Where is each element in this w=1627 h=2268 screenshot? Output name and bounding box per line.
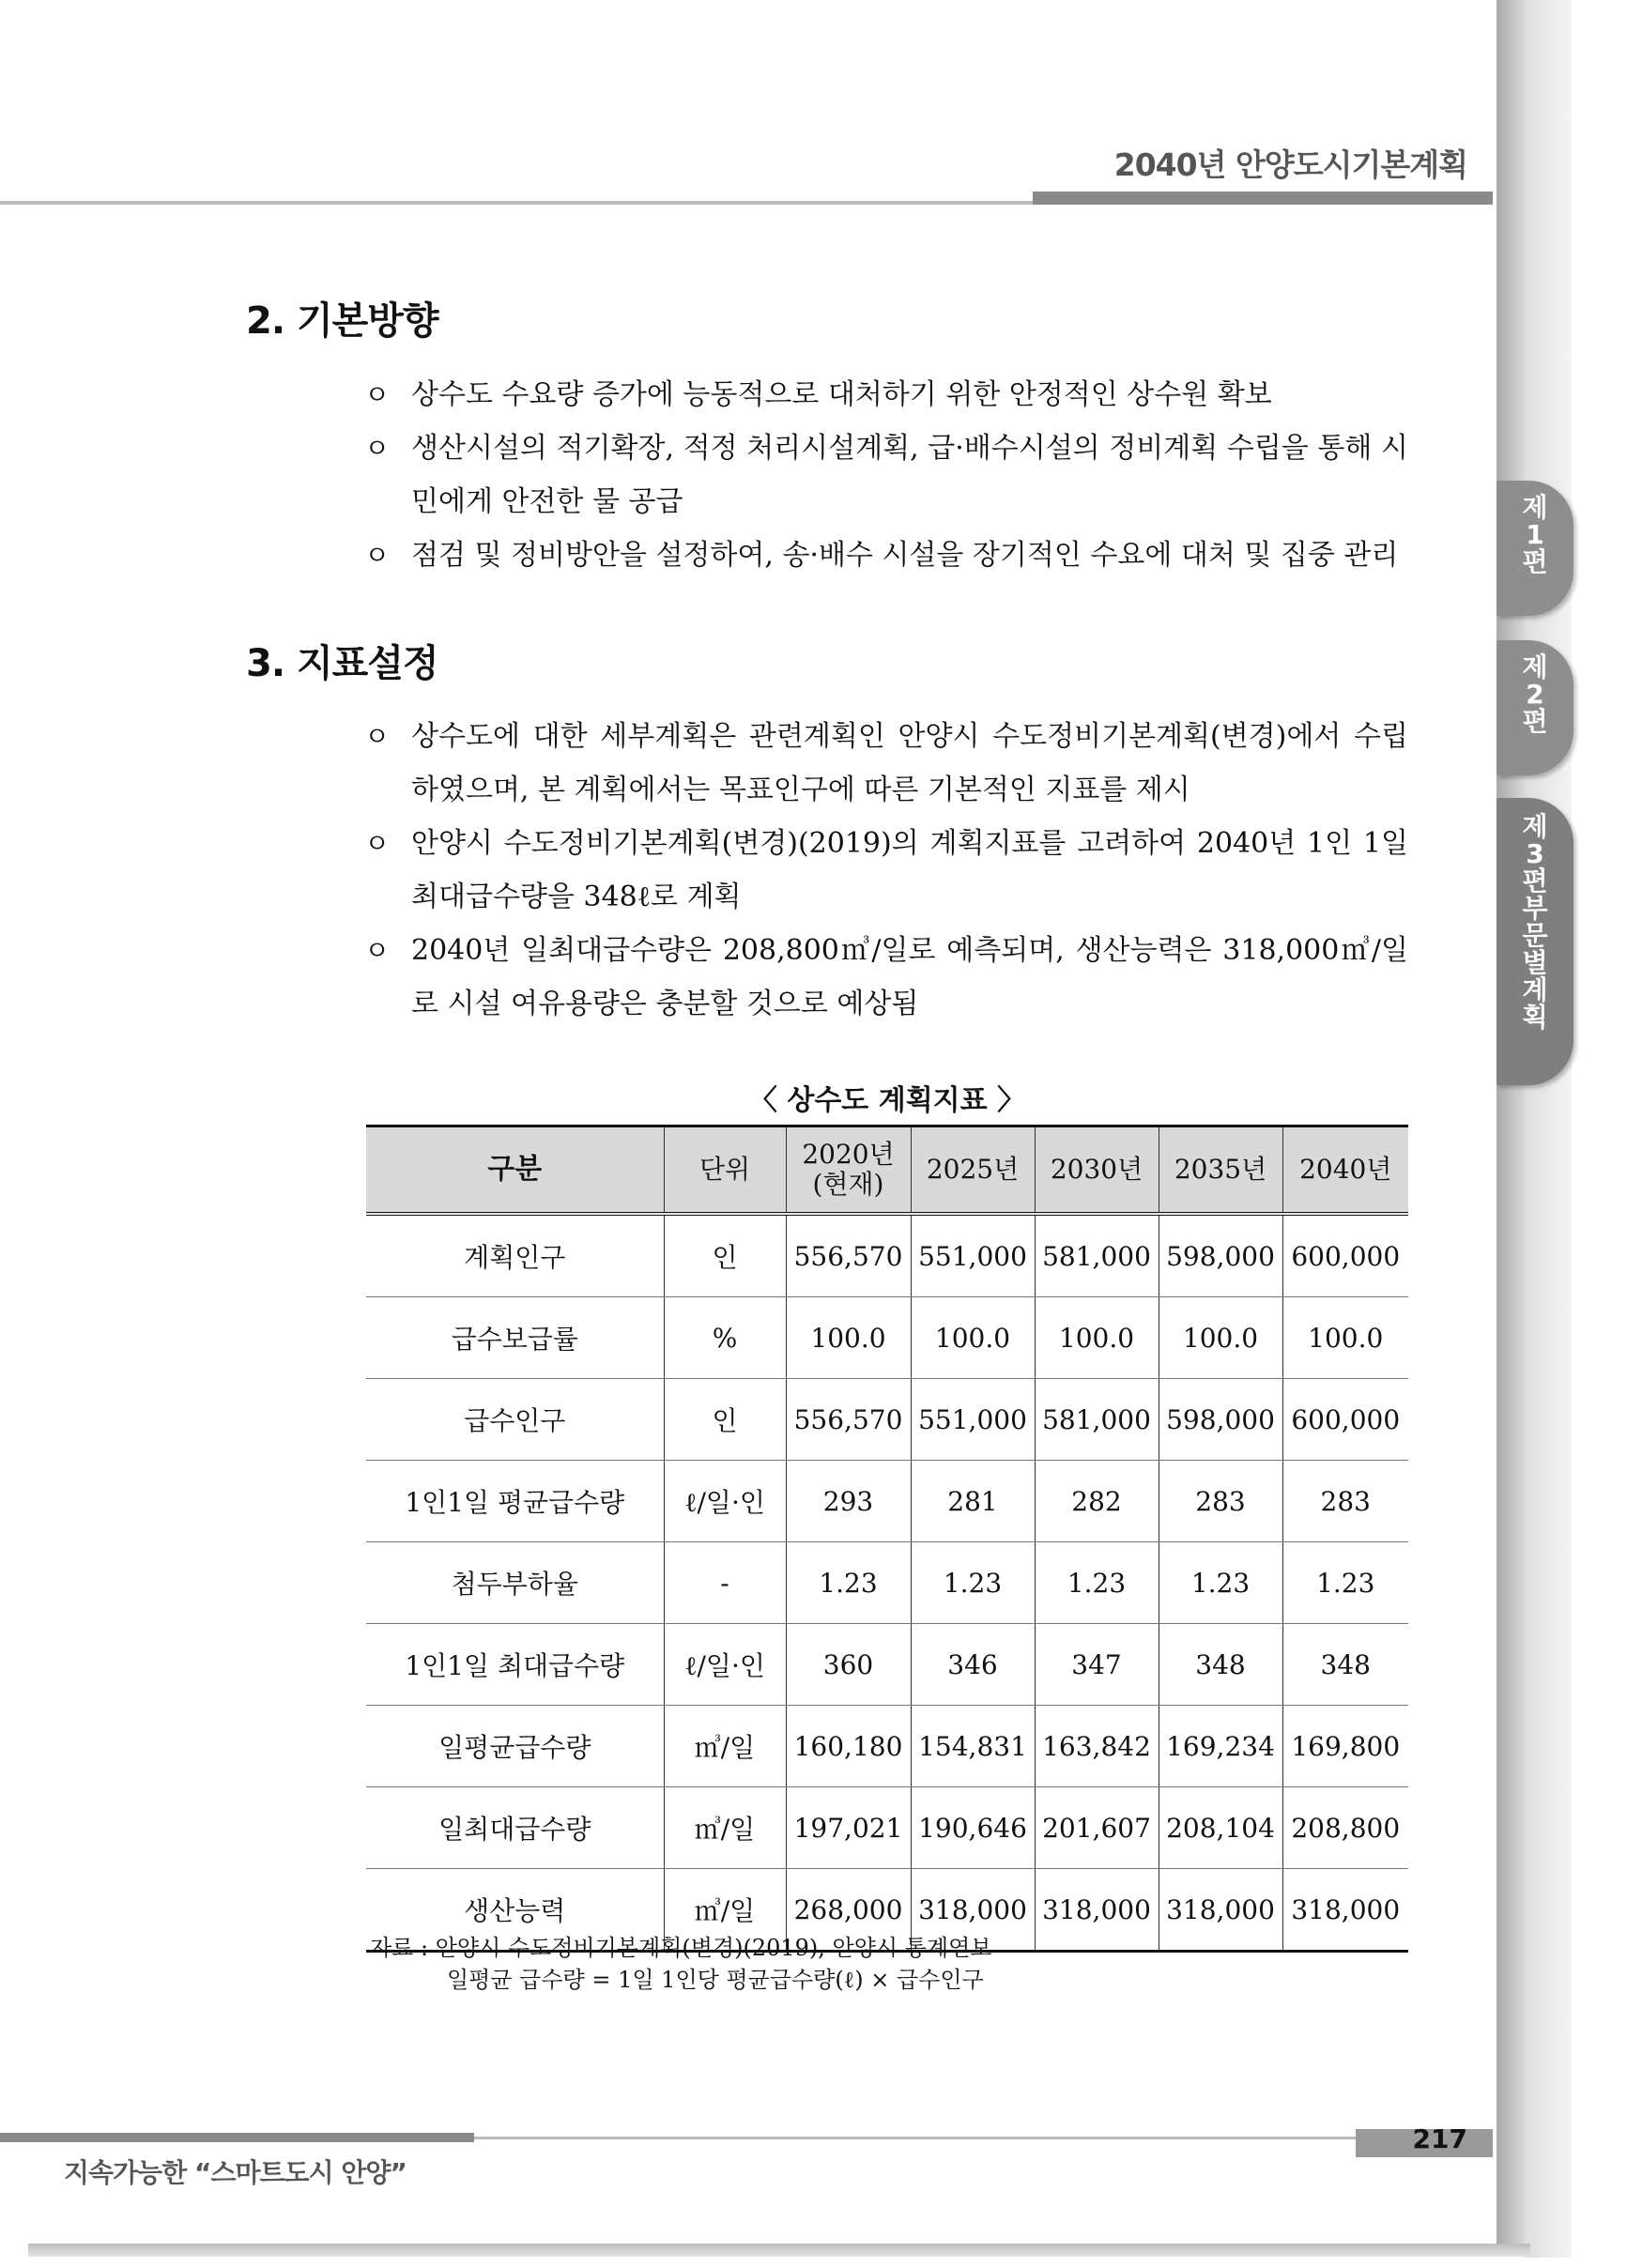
source-note: 자료 : 안양시 수도정비기본계획(변경)(2019), 안양시 통계연보: [370, 1935, 992, 1961]
circle-bullet-icon: ㅇ: [364, 379, 391, 410]
unit-cell: ㎥/일: [664, 1706, 786, 1787]
page-edge: [1497, 0, 1525, 2248]
table-caption: 〈 상수도 계획지표 〉: [748, 1084, 1026, 1117]
value-cell: 190,646: [911, 1787, 1035, 1869]
table-row: [366, 1461, 1408, 1542]
value-cell: 551,000: [911, 1214, 1035, 1297]
value-cell: 208,104: [1159, 1787, 1282, 1869]
table-row: [366, 1297, 1408, 1379]
value-cell: 283: [1159, 1461, 1282, 1542]
row-label-cell: 첨두부하율: [366, 1542, 664, 1624]
circle-bullet-icon: ㅇ: [364, 935, 391, 966]
value-cell: 318,000: [1282, 1869, 1408, 1952]
unit-cell: ㎥/일: [664, 1787, 786, 1869]
column-header: 단위: [664, 1126, 786, 1215]
unit-cell: ℓ/일·인: [664, 1624, 786, 1706]
bullet-item: ㅇ 상수도에 대한 세부계획은 관련계획인 안양시 수도정비기본계획(변경)에서 수립하였으며, 본 계획에서는 목표인구에 따른 기본적인 지표를 제시: [364, 710, 1408, 817]
value-cell: 283: [1282, 1461, 1408, 1542]
footer-slogan: 지속가능한 “스마트도시 안양”: [64, 2157, 407, 2188]
value-cell: 100.0: [1035, 1297, 1159, 1379]
value-cell: 318,000: [1035, 1869, 1159, 1952]
value-cell: 1.23: [786, 1542, 911, 1624]
table-notes: [370, 1932, 991, 1996]
water-supply-indicator-table: [366, 1125, 1408, 1953]
value-cell: 208,800: [1282, 1787, 1408, 1869]
table-row: [366, 1542, 1408, 1624]
footer-accent-bar: [0, 2133, 474, 2142]
tab-part-2[interactable]: 제 2 편: [1497, 640, 1573, 775]
table-row: [366, 1214, 1408, 1297]
unit-cell: 인: [664, 1379, 786, 1461]
unit-cell: ℓ/일·인: [664, 1461, 786, 1542]
value-cell: 268,000: [786, 1869, 911, 1952]
table-row: [366, 1787, 1408, 1869]
unit-cell: -: [664, 1542, 786, 1624]
value-cell: 318,000: [1159, 1869, 1282, 1952]
value-cell: 600,000: [1282, 1379, 1408, 1461]
circle-bullet-icon: ㅇ: [364, 828, 391, 859]
formula-note: 일평균 급수량 = 1일 1인당 평균급수량(ℓ) × 급수인구: [447, 1967, 984, 1993]
table-header-row: [366, 1126, 1408, 1215]
document-title: 2040년 안양도시기본계획: [1113, 146, 1467, 183]
unit-cell: ㎥/일: [664, 1869, 786, 1952]
section-2-title: 2. 기본방향: [246, 299, 438, 343]
circle-bullet-icon: ㅇ: [364, 721, 391, 752]
section-3-title: 3. 지표설정: [246, 642, 438, 685]
value-cell: 169,800: [1282, 1706, 1408, 1787]
value-cell: 318,000: [911, 1869, 1035, 1952]
page-bottom-edge: [28, 2244, 1530, 2257]
tab-part-1[interactable]: 제 1 편: [1497, 481, 1573, 616]
value-cell: 346: [911, 1624, 1035, 1706]
page-edge-outer: [1525, 0, 1572, 2258]
value-cell: 100.0: [1282, 1297, 1408, 1379]
column-header: 2040년: [1282, 1126, 1408, 1215]
column-header: 2020년 (현재): [786, 1126, 911, 1215]
row-label-cell: 급수보급률: [366, 1297, 664, 1379]
bullet-item: ㅇ 점검 및 정비방안을 설정하여, 송·배수 시설을 장기적인 수요에 대처 및 집중 관리: [364, 529, 1408, 582]
table-row: [366, 1706, 1408, 1787]
value-cell: 347: [1035, 1624, 1159, 1706]
row-label-cell: 생산능력: [366, 1869, 664, 1952]
value-cell: 598,000: [1159, 1379, 1282, 1461]
value-cell: 293: [786, 1461, 911, 1542]
row-label-cell: 1인1일 최대급수량: [366, 1624, 664, 1706]
circle-bullet-icon: ㅇ: [364, 540, 391, 571]
value-cell: 201,607: [1035, 1787, 1159, 1869]
row-label-cell: 급수인구: [366, 1379, 664, 1461]
table-row: [366, 1379, 1408, 1461]
section-3-bullets: [364, 710, 1408, 1031]
value-cell: 1.23: [911, 1542, 1035, 1624]
bullet-item: ㅇ 상수도 수요량 증가에 능동적으로 대처하기 위한 안정적인 상수원 확보: [364, 368, 1408, 421]
value-cell: 169,234: [1159, 1706, 1282, 1787]
value-cell: 281: [911, 1461, 1035, 1542]
value-cell: 348: [1159, 1624, 1282, 1706]
bullet-item: ㅇ 2040년 일최대급수량은 208,800㎥/일로 예측되며, 생산능력은 318,000㎥/일로 시설 여유용량은 충분할 것으로 예상됨: [364, 924, 1408, 1031]
circle-bullet-icon: ㅇ: [364, 433, 391, 464]
value-cell: 1.23: [1159, 1542, 1282, 1624]
row-label-cell: 계획인구: [366, 1214, 664, 1297]
column-header: 구분: [366, 1126, 664, 1215]
value-cell: 556,570: [786, 1379, 911, 1461]
column-header: 2035년: [1159, 1126, 1282, 1215]
value-cell: 1.23: [1282, 1542, 1408, 1624]
value-cell: 360: [786, 1624, 911, 1706]
value-cell: 154,831: [911, 1706, 1035, 1787]
unit-cell: %: [664, 1297, 786, 1379]
value-cell: 348: [1282, 1624, 1408, 1706]
unit-cell: 인: [664, 1214, 786, 1297]
value-cell: 598,000: [1159, 1214, 1282, 1297]
value-cell: 556,570: [786, 1214, 911, 1297]
column-header: 2030년: [1035, 1126, 1159, 1215]
row-label-cell: 일최대급수량: [366, 1787, 664, 1869]
value-cell: 581,000: [1035, 1379, 1159, 1461]
value-cell: 163,842: [1035, 1706, 1159, 1787]
table-row: [366, 1624, 1408, 1706]
value-cell: 282: [1035, 1461, 1159, 1542]
value-cell: 197,021: [786, 1787, 911, 1869]
value-cell: 600,000: [1282, 1214, 1408, 1297]
value-cell: 160,180: [786, 1706, 911, 1787]
value-cell: 100.0: [911, 1297, 1035, 1379]
row-label-cell: 1인1일 평균급수량: [366, 1461, 664, 1542]
row-label-cell: 일평균급수량: [366, 1706, 664, 1787]
column-header: 2025년: [911, 1126, 1035, 1215]
value-cell: 100.0: [786, 1297, 911, 1379]
header-accent-bar: [1033, 192, 1493, 205]
value-cell: 1.23: [1035, 1542, 1159, 1624]
tab-part-3-sectoral-plan[interactable]: 제 3 편 부 문 별 계 획: [1497, 798, 1573, 1085]
value-cell: 100.0: [1159, 1297, 1282, 1379]
value-cell: 581,000: [1035, 1214, 1159, 1297]
bullet-item: ㅇ 생산시설의 적기확장, 적정 처리시설계획, 급·배수시설의 정비계획 수립을 통해 시민에게 안전한 물 공급: [364, 421, 1408, 529]
section-2-bullets: [364, 368, 1408, 582]
value-cell: 551,000: [911, 1379, 1035, 1461]
bullet-item: ㅇ 안양시 수도정비기본계획(변경)(2019)의 계획지표를 고려하여 2040년 1인 1일 최대급수량을 348ℓ로 계획: [364, 817, 1408, 924]
page-number: 217: [1412, 2123, 1467, 2154]
